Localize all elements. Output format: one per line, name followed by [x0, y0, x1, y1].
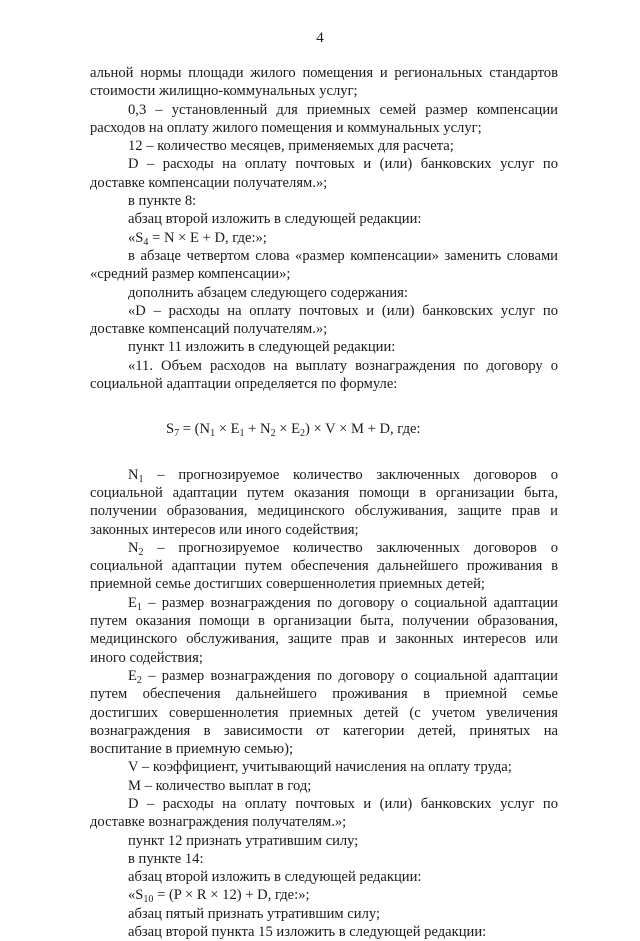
document-body: [90, 64, 558, 941]
paragraph: $N_1$ – прогнозируемое количество заключенных договоров о социальной адаптации путем оказания помощи в организации быта, получении образования, медицинского обслуживания, защите прав и законных интересов или иного содействия;: [90, 466, 558, 538]
paragraph: $E_1$ – размер вознаграждения по договору о социальной адаптации путем оказания помощи в организации быта, получении образования, медицинского обслуживания, защите прав и законных интересов или иного содействия;: [90, 594, 558, 666]
paragraph: в пункте 14:: [128, 850, 204, 867]
paragraph: 0,3 – установленный для приемных семей размер компенсации расходов на оплату жилого помещения и коммунальных услуг;: [90, 101, 558, 136]
paragraph: «$S_4 = N \times E + D$, где:»;: [128, 229, 267, 248]
paragraph: $N_2$ – прогнозируемое количество заключенных договоров о социальной адаптации путем обеспечения дальнейшего проживания в приемной семье достигших совершеннолетия приемных детей;: [90, 539, 558, 593]
paragraph: D – расходы на оплату почтовых и (или) банковских услуг по доставке компенсации получателям.»;: [90, 156, 558, 191]
paragraph: M – количество выплат в год;: [128, 777, 312, 794]
paragraph: $E_2$ – размер вознаграждения по договору о социальной адаптации путем обеспечения дальнейшего проживания в приемной семье достигших совершеннолетия приемных детей (с учетом увеличения вознаграждения в зависимости от категории детей, принятых на воспитание в приемную семью);: [90, 667, 558, 758]
paragraph: абзац второй пункта 15 изложить в следующей редакции:: [128, 924, 487, 941]
paragraph: «D – расходы на оплату почтовых и (или) банковских услуг по доставке компенсаций получателям.»;: [90, 302, 558, 338]
paragraph: D – расходы на оплату почтовых и (или) банковских услуг по доставке вознаграждения получателям.»;: [90, 795, 558, 831]
paragraph: 12 – количество месяцев, применяемых для расчета;: [128, 138, 454, 155]
paragraph: «$S_{10} = (P \times R \times 12) + D$, где:»;: [128, 887, 310, 906]
paragraph: альной нормы площади жилого помещения и региональных стандартов стоимости жилищно-коммунальных услуг;: [90, 65, 558, 100]
page-number: 4: [316, 30, 324, 46]
paragraph: «11. Объем расходов на выплату вознаграждения по договору о социальной адаптации определяется по формуле:: [90, 357, 558, 393]
paragraph: пункт 11 изложить в следующей редакции:: [128, 339, 396, 356]
paragraph: дополнить абзацем следующего содержания:: [128, 284, 408, 301]
paragraph: в пункте 8:: [128, 193, 197, 210]
paragraph: абзац второй изложить в следующей редакции:: [128, 869, 422, 886]
formula-line: $S_7 = (N_1 \times E_1 + N_2 \times E_2) \times V \times M + D$, где:: [166, 421, 421, 440]
paragraph: в абзаце четвертом слова «размер компенсации» заменить словами «средний размер компенсации»;: [90, 247, 558, 283]
paragraph: V – коэффициент, учитывающий начисления на оплату труда;: [128, 759, 512, 776]
paragraph: абзац второй изложить в следующей редакции:: [128, 211, 422, 228]
paragraph: абзац пятый признать утратившим силу;: [128, 905, 381, 922]
paragraph: пункт 12 признать утратившим силу;: [128, 832, 359, 849]
